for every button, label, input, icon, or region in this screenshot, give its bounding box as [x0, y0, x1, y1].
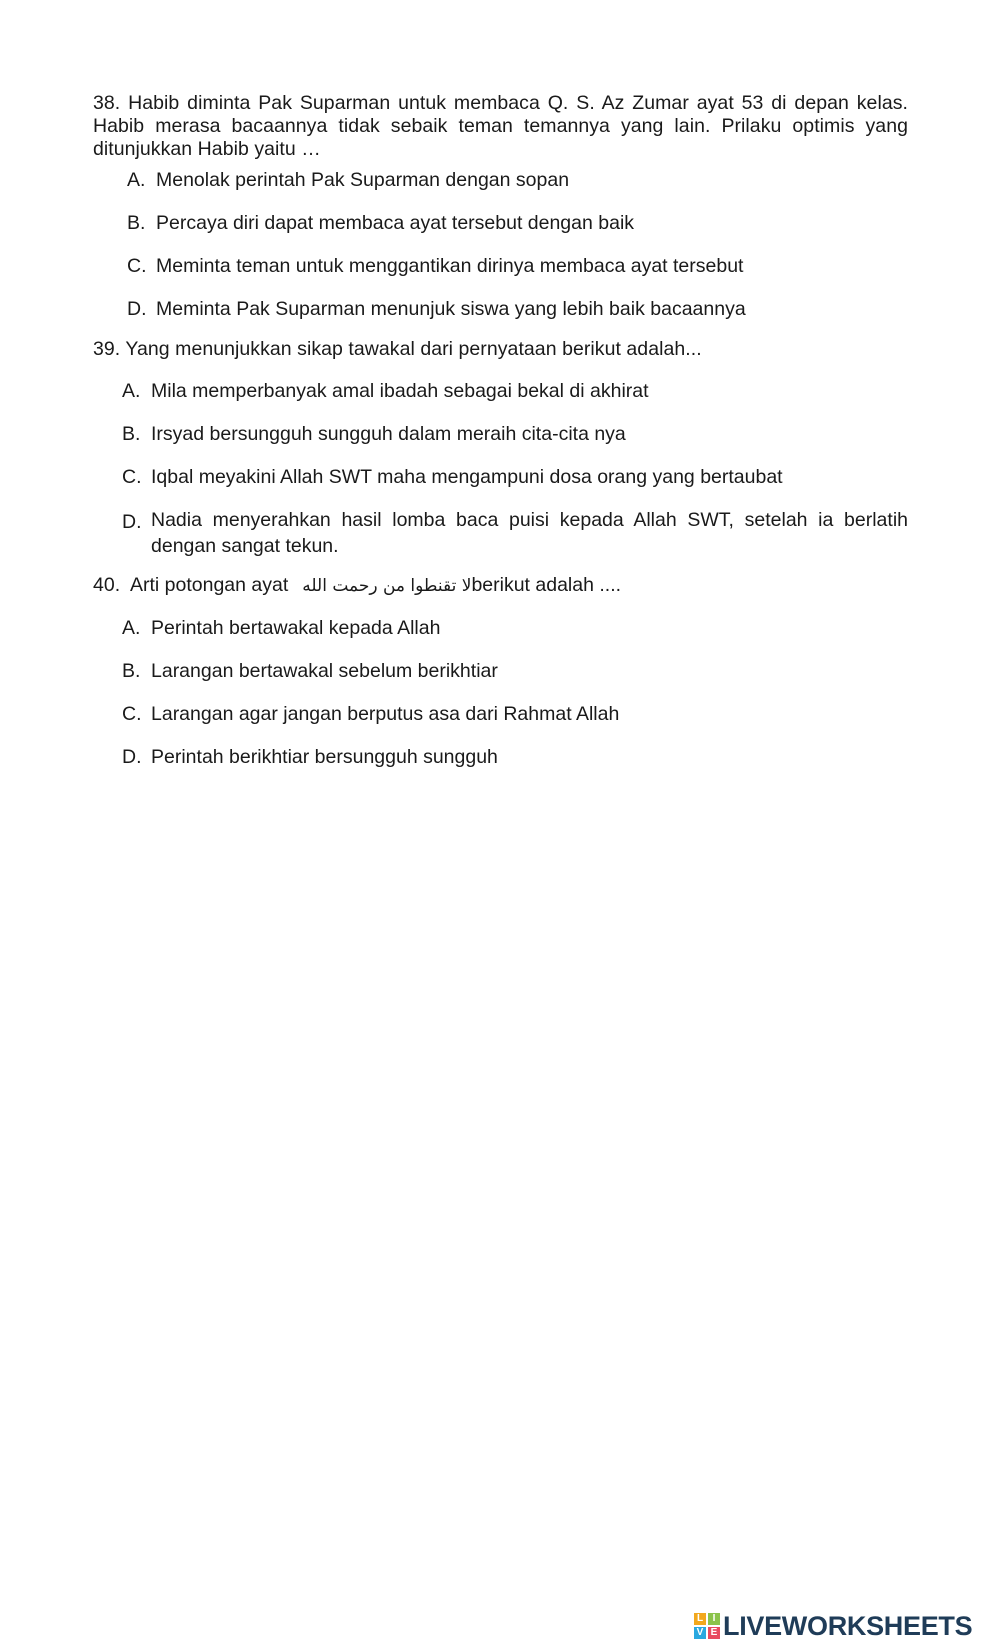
option-letter: A.: [122, 617, 141, 639]
option-letter: C.: [122, 703, 142, 725]
option-39-a[interactable]: [93, 380, 908, 403]
option-38-c[interactable]: [93, 255, 908, 278]
option-38-d[interactable]: [93, 298, 908, 321]
option-letter: B.: [122, 423, 141, 445]
question-body: Yang menunjukkan sikap tawakal dari pernyataan berikut adalah...: [125, 338, 702, 360]
question-40-options: [93, 617, 908, 769]
option-40-c[interactable]: [93, 703, 908, 726]
option-text: Perintah bertawakal kepada Allah: [151, 617, 441, 639]
question-number: 40.: [93, 574, 121, 596]
option-38-a[interactable]: [93, 169, 908, 192]
option-text: Nadia menyerahkan hasil lomba baca puisi kepada Allah SWT, setelah ia berlatih dengan sangat tekun.: [151, 509, 908, 557]
liveworksheets-logo-icon: [694, 1613, 720, 1639]
logo-cell-v: V: [694, 1627, 706, 1639]
option-text: Iqbal meyakini Allah SWT maha mengampuni dosa orang yang bertaubat: [151, 466, 783, 488]
question-40: [93, 574, 908, 769]
question-38-text: [93, 92, 908, 161]
option-text: Perintah berikhtiar bersungguh sungguh: [151, 746, 498, 768]
option-text: Mila memperbanyak amal ibadah sebagai bekal di akhirat: [151, 380, 649, 402]
option-40-d[interactable]: [93, 746, 908, 769]
worksheet-page: [93, 92, 908, 789]
option-letter: A.: [122, 380, 141, 402]
liveworksheets-logo[interactable]: [694, 1612, 972, 1640]
option-letter: B.: [122, 660, 141, 682]
option-40-b[interactable]: [93, 660, 908, 683]
option-39-b[interactable]: [93, 423, 908, 446]
question-body-after: berikut adalah ....: [471, 574, 622, 596]
option-text: Meminta teman untuk menggantikan dirinya membaca ayat tersebut: [156, 255, 744, 277]
question-39-text: [93, 338, 908, 361]
option-letter: B.: [127, 212, 146, 234]
question-body-before: Arti potongan ayat: [130, 574, 289, 596]
question-38: [93, 92, 908, 321]
option-letter: A.: [127, 169, 146, 191]
option-text: Meminta Pak Suparman menunjuk siswa yang lebih baik bacaannya: [156, 298, 746, 320]
option-letter: D.: [122, 746, 142, 768]
option-text: Larangan bertawakal sebelum berikhtiar: [151, 660, 498, 682]
question-number: 38.: [93, 92, 121, 114]
question-number: 39.: [93, 338, 121, 360]
option-letter: C.: [127, 255, 147, 277]
option-39-c[interactable]: [93, 466, 908, 489]
question-39: [93, 338, 908, 559]
option-letter: D.: [122, 511, 142, 533]
option-letter: C.: [122, 466, 142, 488]
logo-cell-e: E: [708, 1627, 720, 1639]
question-39-options: [93, 380, 908, 559]
question-40-text: [93, 574, 908, 598]
option-text: Percaya diri dapat membaca ayat tersebut dengan baik: [156, 212, 635, 234]
option-text: Irsyad bersungguh sungguh dalam meraih cita-cita nya: [151, 423, 626, 445]
question-38-options: [93, 169, 908, 321]
option-text: Menolak perintah Pak Suparman dengan sopan: [156, 169, 570, 191]
logo-cell-l: L: [694, 1613, 706, 1625]
logo-text: LIVEWORKSHEETS: [723, 1610, 973, 1641]
question-body: Habib diminta Pak Suparman untuk membaca Q. S. Az Zumar ayat 53 di depan kelas. Habib merasa bacaannya tidak sebaik teman temannya yang lain. Prilaku optimis yang ditunjukkan Habib yaitu …: [93, 92, 908, 160]
option-letter: D.: [127, 298, 147, 320]
option-38-b[interactable]: [93, 212, 908, 235]
option-text: Larangan agar jangan berputus asa dari Rahmat Allah: [151, 703, 620, 725]
option-39-d[interactable]: [93, 509, 908, 559]
option-40-a[interactable]: [93, 617, 908, 640]
logo-cell-i: I: [708, 1613, 720, 1625]
arabic-verse: لا تقنطوا من رحمت الله: [302, 576, 472, 596]
